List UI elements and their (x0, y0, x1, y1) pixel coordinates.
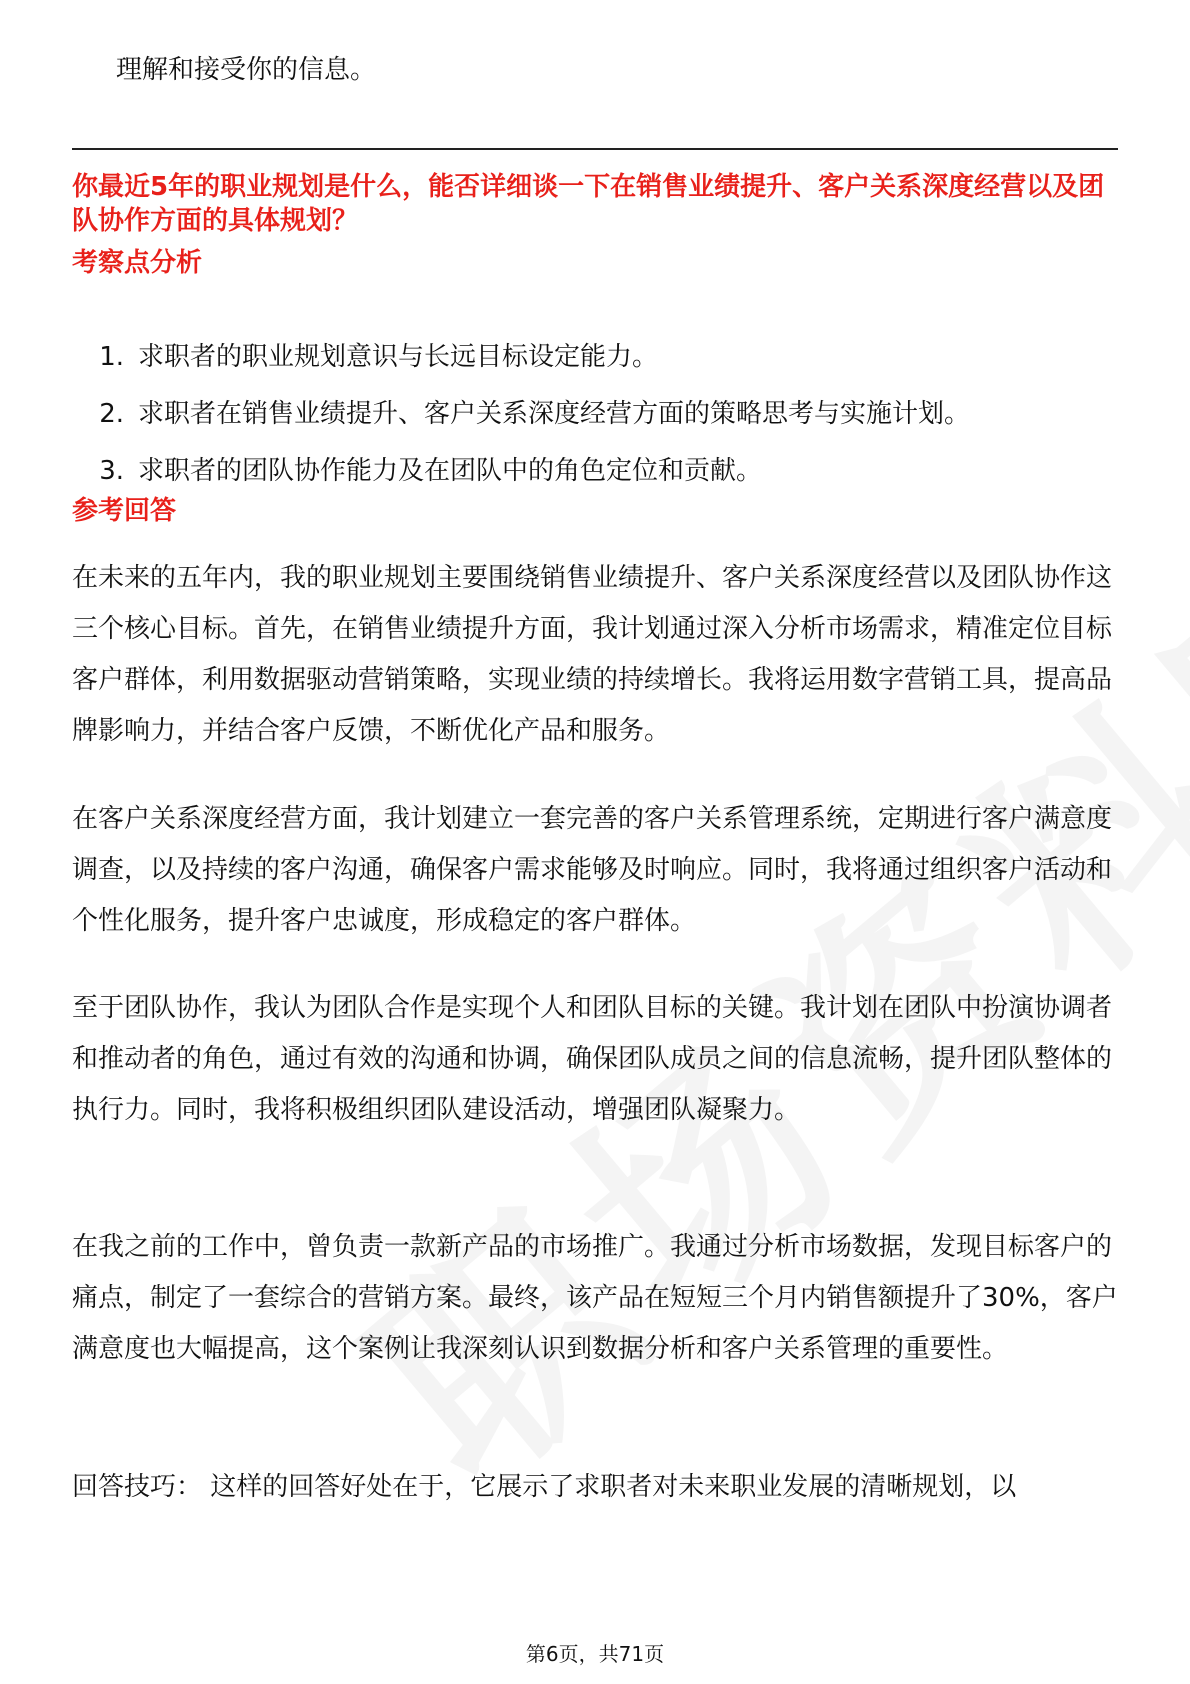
list-item (72, 340, 1118, 374)
list-item-text: 求职者在销售业绩提升、客户关系深度经营方面的策略思考与实施计划。 (138, 399, 971, 429)
answer-paragraph: 在未来的五年内，我的职业规划主要围绕销售业绩提升、客户关系深度经营以及团队协作这三个核心目标。首先，在销售业绩提升方面，我计划通过深入分析市场需求，精准定位目标客户群体，利用数据驱动营销策略，实现业绩的持续增长。我将运用数字营销工具，提高品牌影响力，并结合客户反馈，不断优化产品和服务。 (72, 563, 1113, 746)
answer-paragraph: 在我之前的工作中，曾负责一款新产品的市场推广。我通过分析市场数据，发现目标客户的痛点，制定了一套综合的营销方案。最终，该产品在短短三个月内销售额提升了30%，客户满意度也大幅提高，这个案例让我深刻认识到数据分析和客户关系管理的重要性。 (72, 1232, 1118, 1364)
list-item (72, 454, 1118, 488)
divider (72, 148, 1118, 150)
list-item-text: 求职者的团队协作能力及在团队中的角色定位和贡献。 (138, 456, 763, 486)
analysis-title: 考察点分析 (72, 248, 203, 278)
list-item (72, 397, 1118, 431)
page-number-footer: 第6页，共71页 (525, 1642, 665, 1666)
answer-paragraph: 至于团队协作，我认为团队合作是实现个人和团队目标的关键。我计划在团队中扮演协调者和推动者的角色，通过有效的沟通和协调，确保团队成员之间的信息流畅，提升团队整体的执行力。同时，我将积极组织团队建设活动，增强团队凝聚力。 (72, 993, 1113, 1125)
list-item-number: 3. (99, 456, 124, 486)
answer-title: 参考回答 (72, 496, 177, 526)
answer-paragraph: 在客户关系深度经营方面，我计划建立一套完善的客户关系管理系统，定期进行客户满意度调查，以及持续的客户沟通，确保客户需求能够及时响应。同时，我将通过组织客户活动和个性化服务，提升客户忠诚度，形成稳定的客户群体。 (72, 804, 1113, 936)
question-heading: 你最近5年的职业规划是什么，能否详细谈一下在销售业绩提升、客户关系深度经营以及团队协作方面的具体规划？ (72, 172, 1105, 236)
list-item-text: 求职者的职业规划意识与长远目标设定能力。 (138, 342, 659, 372)
answer-tips-line: 回答技巧： 这样的回答好处在于，它展示了求职者对未来职业发展的清晰规划，以 (72, 1472, 1017, 1502)
lead-line: 理解和接受你的信息。 (116, 55, 377, 85)
analysis-points-list (72, 340, 1118, 511)
list-item-number: 1. (99, 342, 124, 372)
list-item-number: 2. (99, 399, 124, 429)
